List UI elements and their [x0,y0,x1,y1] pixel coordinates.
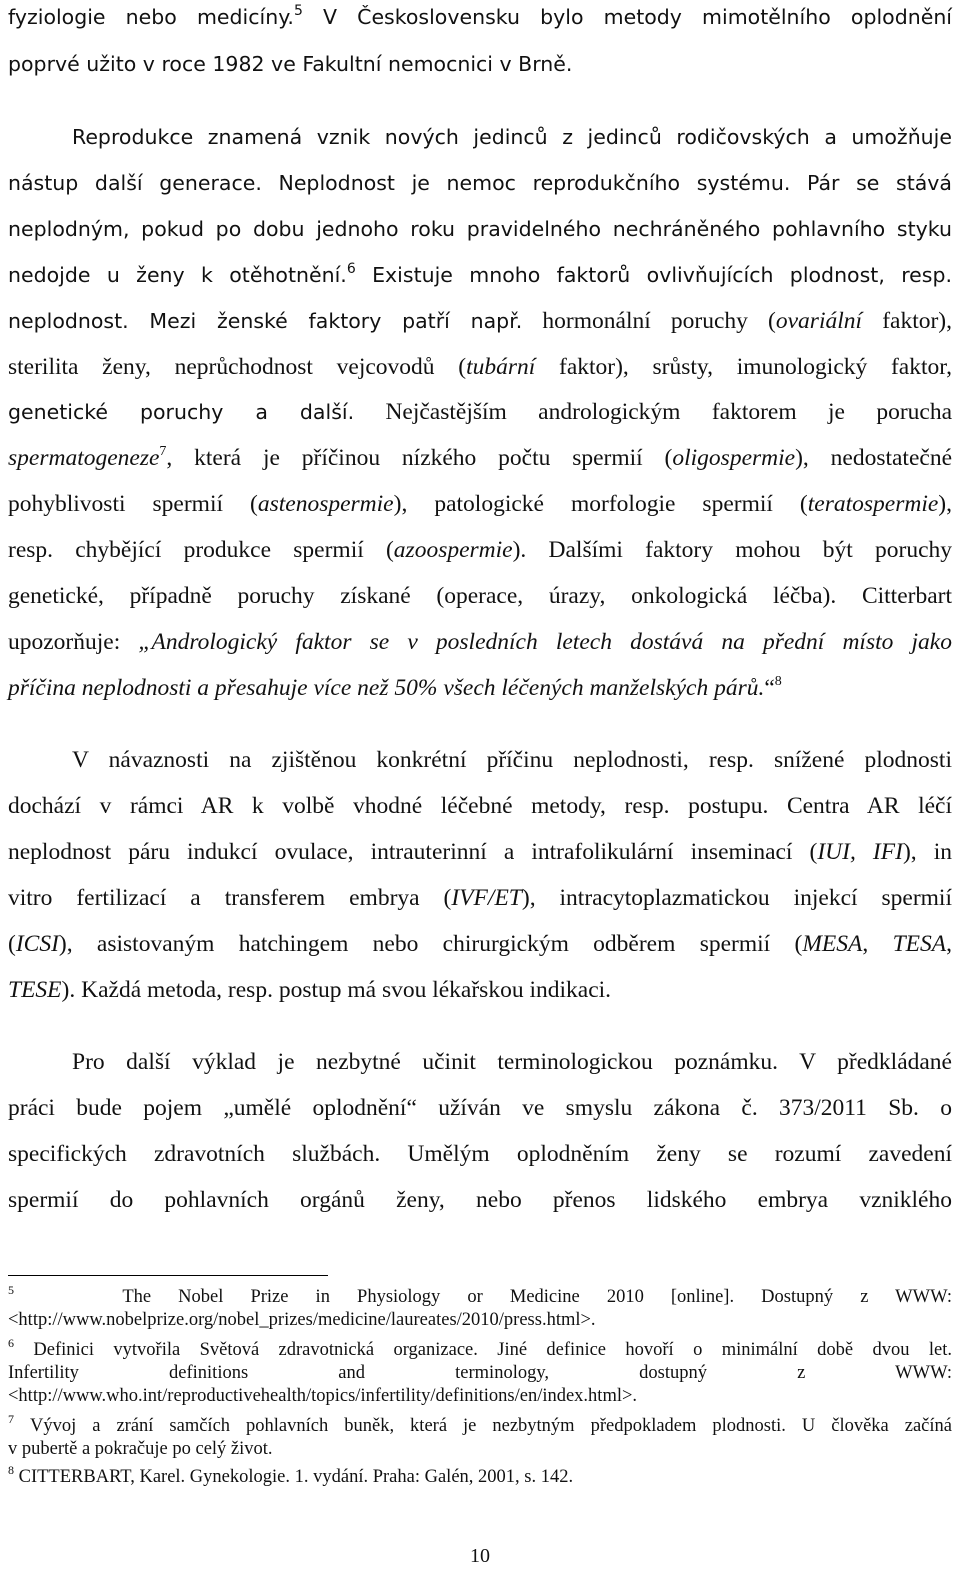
italic-term: astenospermie [257,491,394,517]
text-line [8,627,952,657]
text-line: V návaznosti na zjištěnou konkrétní příčinu neplodnosti, resp. snížené plodnosti [72,747,952,773]
text-line [8,673,952,703]
text-span: Nejčastějším andrologickým faktorem je porucha [354,399,952,425]
footnote-ref-8[interactable]: 8 [774,674,782,690]
quote-text: „Andrologický faktor se v posledních letech dostává na přední místo jako [138,629,952,655]
footnote-text: The Nobel Prize in Physiology or Medicine 2010 [online]. Dostupný z WWW: [122,1287,952,1307]
italic-term: TESA [892,931,947,957]
text-line: genetické, případně poruchy získané (operace, úrazy, onkologická léčba). Citterbart [8,583,952,609]
text-line: neplodným, pokud po dobu jednoho roku pravidelného nechráněného pohlavního styku [8,217,952,241]
footnote-8 [8,1462,952,1488]
italic-term: ICSI [15,931,59,957]
text-span: sterilita ženy, neprůchodnost vejcovodů ( [8,354,467,380]
quote-text: příčina neplodnosti a přesahuje více než 50% všech léčených manželských párů. [8,675,765,701]
footnote-6 [8,1335,952,1361]
text-span: upozorňuje: [8,629,139,655]
text-line [8,489,952,519]
footnote-6-url[interactable]: <http://www.who.int/reproductivehealth/topics/infertility/definitions/en/index.html>. [8,1386,638,1406]
text-line: práci bude pojem „umělé oplodnění“ užíván ve smyslu zákona č. 373/2011 Sb. o [8,1095,952,1121]
page-number: 10 [470,1545,490,1567]
text-span: neplodnost. Mezi ženské faktory patří např. [8,309,523,333]
italic-term: teratospermie [807,491,939,517]
text-line [8,883,952,913]
text-span: , [946,931,953,957]
text-line: dochází v rámci AR k volbě vhodné léčebné metody, resp. postupu. Centra AR léčí [8,793,952,819]
text-span: pohyblivosti spermií ( [8,491,258,517]
text-span: faktor), srůsty, imunologický faktor, [535,354,952,380]
text-line [8,397,952,427]
text-line: Pro další výklad je nezbytné učinit terminologickou poznámku. V předkládané [72,1049,952,1075]
text-span: ), patologické morfologie spermií ( [393,491,808,517]
text-span: vitro fertilizací a transferem embrya ( [8,885,452,911]
text-span: hormonální poruchy ( [522,308,776,334]
footnote-text: Vývoj a zrání samčích pohlavních buněk, která je nezbytným předpokladem plodnosti. U člověka začíná [30,1416,952,1436]
text-line: spermií do pohlavních orgánů ženy, nebo přenos lidského embrya vzniklého [8,1187,952,1213]
text-line [8,260,952,290]
footnote-separator [8,1275,328,1276]
italic-term: ovariální [775,308,863,334]
footnote-5 [8,1282,952,1308]
text-span: ), [938,491,952,517]
text-span: ), in [902,839,952,865]
text-span: faktor), [862,308,952,334]
text-line [8,352,952,382]
text-span: fyziologie nebo medicíny. [8,5,294,29]
text-span: V Československu bylo metody mimotělního oplodnění [302,5,953,29]
text-line [8,929,952,959]
text-line [8,535,952,565]
footnote-ref-6[interactable]: 6 [346,261,356,278]
italic-term: IVF/ET [451,885,522,911]
text-span: resp. chybějící produkce spermií ( [8,537,394,563]
text-line [8,306,952,336]
text-span: genetické poruchy a další. [8,400,355,424]
footnote-number: 7 [8,1411,14,1426]
footnote-text: CITTERBART, Karel. Gynekologie. 1. vydání. Praha: Galén, 2001, s. 142. [18,1467,574,1487]
italic-term: TESE [8,977,62,1003]
text-line: nástup další generace. Neplodnost je nemoc reprodukčního systému. Pár se stává [8,171,952,195]
footnote-7-line: v pubertě a pokračuje po celý život. [8,1439,273,1459]
text-line [8,837,952,867]
italic-term: tubární [466,354,536,380]
footnote-text: Definici vytvořila Světová zdravotnická organizace. Jiné definice hovoří o minimální době dvou let. [33,1340,952,1360]
text-line [8,2,952,32]
text-span: ). Dalšími faktory mohou být poruchy [512,537,952,563]
italic-term: oligospermie [672,445,796,471]
text-span: , která je příčinou nízkého počtu spermií ( [166,445,673,471]
text-line: specifických zdravotních službách. Umělým oplodněním ženy se rozumí zavedení [8,1141,952,1167]
footnote-6-line: Infertility definitions and terminology, dostupný z WWW: [8,1363,952,1383]
text-span: ), nedostatečné [795,445,952,471]
text-span: ( [8,931,16,957]
footnote-number: 8 [8,1462,14,1477]
italic-term: azoospermie [393,537,513,563]
text-span: nedojde u ženy k otěhotnění. [8,263,347,287]
text-line [8,975,952,1005]
text-span: Existuje mnoho faktorů ovlivňujících plodnost, resp. [355,263,952,287]
footnote-5-url[interactable]: <http://www.nobelprize.org/nobel_prizes/medicine/laureates/2010/press.html>. [8,1310,596,1330]
text-span: , [862,931,893,957]
text-span: “ [764,675,775,701]
text-span: ), asistovaným hatchingem nebo chirurgickým odběrem spermií ( [58,931,803,957]
italic-term: spermatogeneze [8,445,160,471]
footnote-number: 6 [8,1335,14,1350]
text-line [8,443,952,473]
text-span: neplodnost páru indukcí ovulace, intrauterinní a intrafolikulární inseminací ( [8,839,818,865]
footnote-ref-7[interactable]: 7 [159,444,167,460]
italic-term: MESA [802,931,863,957]
footnote-number: 5 [8,1282,14,1297]
text-span: ). Každá metoda, resp. postup má svou lékařskou indikaci. [61,977,612,1003]
italic-term: IUI, IFI [817,839,903,865]
footnote-7 [8,1411,952,1437]
text-line: poprvé užito v roce 1982 ve Fakultní nemocnici v Brně. [8,52,573,76]
footnote-ref-5[interactable]: 5 [293,3,303,20]
text-line: Reprodukce znamená vznik nových jedinců z jedinců rodičovských a umožňuje [72,125,952,149]
text-span: ), intracytoplazmatickou injekcí spermií [521,885,952,911]
